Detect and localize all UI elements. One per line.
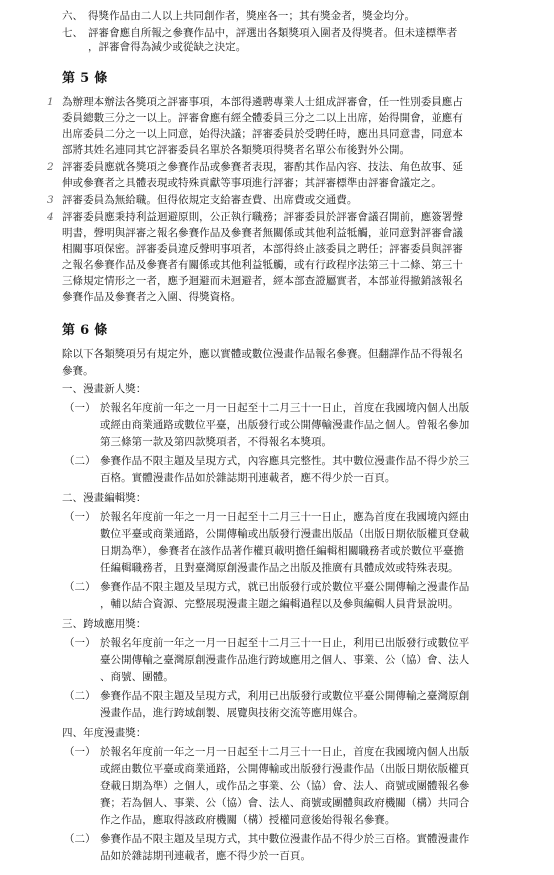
paragraph-line: 評審委員應就各獎項之參賽作品或參賽者表現，審酌其作品內容、技法、角色故事、延 (62, 161, 463, 173)
sub-text-line: 或經由數位平臺或商業通路，公開傳輸或出版發行漫畫作品（出版日期依版權頁 (100, 763, 470, 775)
sub-text-line: 參賽作品不限主題及呈現方式，其中數位漫畫作品不得少於三百格。實體漫畫作 (100, 833, 470, 845)
section-title: 二、漫畫編輯獎： (62, 492, 147, 504)
sub-text-line: 於報名年度前一年之一月一日起至十二月三十一日止，利用已出版發行或數位平 (100, 637, 470, 649)
sub-text-line: 參賽作品不限主題及呈現方式，就已出版發行或於數位平臺公開傳輸之漫畫作品 (100, 581, 470, 593)
sub-text-line: 第三條第一款及第四款獎項者，不得報名本獎項。 (100, 436, 333, 448)
paragraph-line: 之報名參賽作品及參賽者有關係或其他利益牴觸，或有行政程序法第三十二條、第三十 (62, 259, 463, 271)
paragraph-line: 相關事項保密。評審委員違反聲明事項者，本部得終止該委員之聘任；評審委員與評審 (62, 243, 463, 255)
sub-text-line: 登載日期為準）之個人，或作品之事業、公（協）會、法人、商號或團體報名參 (100, 780, 470, 792)
sub-text-line: 任編輯職務者，且對臺灣原創漫畫作品之出版及推廣有具體成效或特殊表現。 (100, 562, 459, 574)
item-text-line: ，評審會得為減少或從缺之決定。 (88, 41, 247, 53)
sub-text-line: 於報名年度前一年之一月一日起至十二月三十一日止，應為首度在我國境內經由 (100, 511, 470, 523)
paragraph-number: 3 (47, 194, 54, 206)
sub-text-line: 百格。實體漫畫作品如於雜誌期刊連載者，應不得少於一百頁。 (100, 472, 396, 484)
article-heading: 第 6 條 (62, 323, 108, 338)
paragraph-line: 為辦理本辦法各獎項之評審事項，本部得遴聘專業人士組成評審會，任一性別委員應占 (62, 96, 463, 108)
sub-label: （一） (64, 511, 96, 523)
section-title: 三、跨域應用獎： (62, 618, 147, 630)
paragraph-number: 2 (47, 161, 54, 173)
item-label: 七、 (62, 27, 84, 39)
sub-text-line: 品如於雜誌期刊連載者，應不得少於一百頁。 (100, 850, 311, 862)
paragraph-number: 4 (47, 211, 54, 223)
sub-label: （二） (64, 833, 96, 845)
sub-text-line: 、商號、團體。 (100, 671, 174, 683)
item-text-line: 得獎作品由二人以上共同創作者，獎座各一；其有獎金者，獎金均分。 (88, 10, 416, 22)
sub-label: （一） (64, 402, 96, 414)
paragraph-line: 委員總數三分之一以上。評審會應有經全體委員三分之二以上出席，始得開會，並應有 (62, 112, 463, 124)
sub-label: （二） (64, 690, 96, 702)
sub-label: （二） (64, 581, 96, 593)
sub-text-line: 參賽作品不限主題及呈現方式，利用已出版發行或數位平臺公開傳輸之臺灣原創 (100, 690, 470, 702)
paragraph-line: 評審委員為無給職。但得依規定支給審查費、出席費或交通費。 (62, 194, 358, 206)
paragraph-line: 參賽作品及參賽者之入圍、得獎資格。 (62, 291, 242, 303)
sub-text-line: 臺公開傳輸之臺灣原創漫畫作品進行跨域應用之個人、事業、公（協）會、法人 (100, 654, 470, 666)
sub-text-line: 於報名年度前一年之一月一日起至十二月三十一日止，首度在我國境內個人出版 (100, 746, 470, 758)
sub-text-line: 日期為準），參賽者在該作品著作權頁載明擔任編輯相關職務者或於數位平臺擔 (100, 545, 464, 557)
sub-label: （一） (64, 637, 96, 649)
sub-text-line: 作之作品，應取得該政府機關（構）授權同意後始得報名參賽。 (100, 814, 396, 826)
paragraph-line: 出席委員二分之一以上同意，始得決議；評審委員於受聘任時，應出具同意書，同意本 (62, 128, 463, 140)
sub-text-line: 數位平臺或商業通路，公開傳輸或出版發行漫畫出版品（出版日期依版權頁登載 (100, 528, 470, 540)
paragraph-line: 評審委員應秉持利益迴避原則，公正執行職務；評審委員於評審會議召開前，應簽署聲 (62, 211, 463, 223)
sub-text-line: ，輔以結合資源、完整展現漫畫主題之編輯過程以及參與編輯人員背景說明。 (100, 598, 459, 610)
sub-label: （一） (64, 746, 96, 758)
article-heading: 第 5 條 (62, 71, 108, 86)
sub-text-line: 或經由商業通路或數位平臺，出版發行或公開傳輸漫畫作品之個人。曾報名參加 (100, 419, 470, 431)
section-title: 四、年度漫畫獎： (62, 727, 147, 739)
section-title: 一、漫畫新人獎： (62, 383, 147, 395)
sub-label: （二） (64, 455, 96, 467)
item-text-line: 評審會應自所報之參賽作品中，評選出各類獎項入圍者及得獎者。但未達標準者 (88, 27, 458, 39)
item-label: 六、 (62, 10, 84, 22)
intro-line: 參賽。 (62, 365, 94, 377)
paragraph-line: 三條規定情形之一者，應予迴避而未迴避者，經本部查證屬實者，本部並得撤銷該報名 (62, 275, 463, 287)
sub-text-line: 賽；若為個人、事業、公（協）會、法人、商號或團體與政府機關（構）共同合 (100, 797, 470, 809)
intro-line: 除以下各類獎項另有規定外，應以實體或數位漫畫作品報名參賽。但翻譯作品不得報名 (62, 348, 463, 360)
paragraph-number: 1 (47, 96, 54, 108)
sub-text-line: 於報名年度前一年之一月一日起至十二月三十一日止，首度在我國境內個人出版 (100, 402, 470, 414)
sub-text-line: 漫畫作品，進行跨域創製、展覽與技術交流等應用媒合。 (100, 707, 364, 719)
paragraph-line: 伸或參賽者之具體表現或特殊貢獻等事項進行評審；其評審標準由評審會議定之。 (62, 177, 442, 189)
paragraph-line: 明書，聲明與評審之報名參賽作品及參賽者無關係或其他利益牴觸，並同意對評審會議 (62, 227, 463, 239)
paragraph-line: 部將其姓名連同其它評審委員名單於各類獎項得獎者名單公布後對外公開。 (62, 144, 411, 156)
sub-text-line: 參賽作品不限主題及呈現方式，內容應具完整性。其中數位漫畫作品不得少於三 (100, 455, 470, 467)
